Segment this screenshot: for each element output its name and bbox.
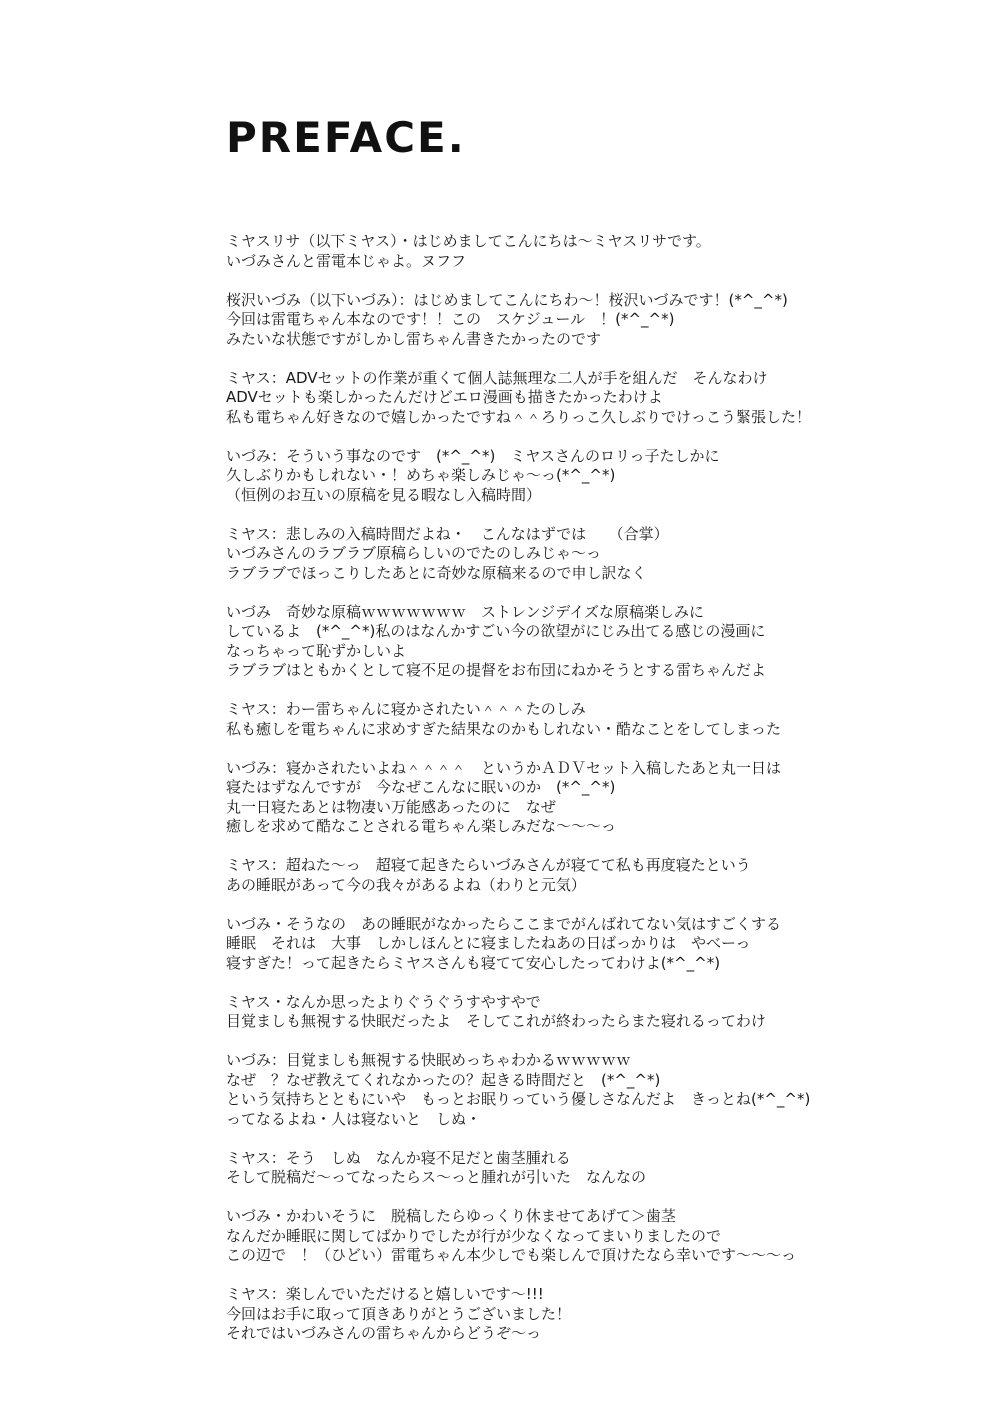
dialogue-line: なっちゃって恥ずかしいよ [226, 641, 407, 660]
dialogue-line: ミヤス：楽しんでいただけると嬉しいです～!!! [226, 1285, 544, 1303]
dialogue-line: 寝すぎた！って起きたらミヤスさんも寝てて安心したってわけよ(*^_^*) [226, 953, 721, 972]
dialogue-line: 桜沢いづみ（以下いづみ）：はじめましてこんにちわ～！桜沢いづみです！(*^_^*) [226, 290, 788, 309]
dialogue-line: 今回は雷電ちゃん本なのです！！この スケジュール ！(*^_^*) [226, 310, 675, 328]
dialogue-line: しているよ (*^_^*)私のはなんかすごい今の欲望がにじみ出てる感じの漫画に [226, 622, 766, 640]
dialogue-paragraph [226, 447, 916, 506]
dialogue-line: 今回はお手に取って頂きありがとうございました！ [226, 1304, 572, 1323]
dialogue-line: 癒しを求めて酷なことされる電ちゃん楽しみだな～～～っ [226, 817, 617, 835]
dialogue-line: いづみ・そうなの あの睡眠がなかったらここまでがんばれてない気はすごくする [226, 914, 782, 933]
dialogue-line: いづみ 奇妙な原稿ｗｗｗｗｗｗｗ ストレンジデイズな原稿楽しみに [226, 602, 705, 621]
dialogue-line: いづみ：目覚ましも無視する快眠めっちゃわかるｗｗｗｗｗ [226, 1051, 631, 1069]
dialogue-line: ミヤス：そう しぬ なんか寝不足だと歯茎腫れる [226, 1148, 571, 1167]
dialogue-line: ミヤス：ADVセットの作業が重くて個人誌無理な二人が手を組んだ そんなわけ [226, 368, 768, 387]
dialogue-line: ってなるよね・人は寝ないと しぬ・ [226, 1109, 482, 1128]
dialogue-line: いづみ・かわいそうに 脱稿したらゆっくり休ませてあげて＞歯茎 [226, 1207, 676, 1225]
dialogue-line: 目覚ましも無視する快眠だったよ そしてこれが終わったらまた寝れるってわけ [226, 1012, 766, 1030]
dialogue-paragraph [226, 1149, 916, 1188]
dialogue-line: ミヤス：悲しみの入稿時間だよね・ こんなはずでは （合掌） [226, 524, 669, 543]
dialogue-line: いづみ：そういう事なのです (*^_^*) ミヤスさんのロリっ子たしかに [226, 446, 720, 465]
dialogue-paragraph [226, 1051, 916, 1129]
dialogue-line: あの睡眠があって今の我々があるよね（わりと元気） [226, 875, 586, 894]
page-title: PREFACE. [226, 113, 466, 162]
dialogue-line: ラブラブでほっこりしたあとに奇妙な原稿来るので申し訳なく [226, 563, 647, 582]
dialogue-paragraph [226, 759, 916, 837]
dialogue-line: ミヤス：わー雷ちゃんに寝かされたい＾＾＾たのしみ [226, 700, 586, 718]
dialogue-paragraph [226, 369, 916, 428]
dialogue-line: 私も電ちゃん好きなので嬉しかったですね＾＾ろりっこ久しぶりでけっこう緊張した！ [226, 407, 812, 426]
preface-body [226, 232, 916, 1363]
dialogue-line: 久しぶりかもしれない・！めちゃ楽しみじゃ～っ(*^_^*) [226, 466, 616, 484]
dialogue-paragraph [226, 993, 916, 1032]
dialogue-paragraph [226, 603, 916, 681]
dialogue-line: この辺で ！（ひどい）雷電ちゃん本少しでも楽しんで頂けたなら幸いです～～～っ [226, 1246, 797, 1264]
dialogue-line: なぜ ？なぜ教えてくれなかったの？起きる時間だと (*^_^*) [226, 1070, 661, 1089]
dialogue-line: ミヤスリサ（以下ミヤス）・はじめましてこんにちは～ミヤスリサです。 [226, 232, 711, 250]
dialogue-line: 睡眠 それは 大事 しかしほんとに寝ましたねあの日ばっかりは やべーっ [226, 934, 751, 952]
dialogue-line: それではいづみさんの雷ちゃんからどうぞ～っ [226, 1324, 542, 1342]
dialogue-line: （恒例のお互いの原稿を見る暇なし入稿時間） [226, 485, 542, 504]
dialogue-paragraph [226, 856, 916, 895]
dialogue-paragraph [226, 700, 916, 739]
dialogue-line: 寝たはずなんですが 今なぜこんなに眠いのか (*^_^*) [226, 778, 616, 796]
dialogue-paragraph [226, 1207, 916, 1266]
dialogue-line: そして脱稿だ～ってなったらス～っと腫れが引いた なんなの [226, 1168, 647, 1186]
dialogue-line: ミヤス・なんか思ったよりぐうぐうすやすやで [226, 992, 541, 1011]
dialogue-paragraph [226, 1285, 916, 1344]
dialogue-paragraph [226, 915, 916, 974]
dialogue-line: という気持ちとともにいや もっとお眠りっていう優しさなんだよ きっとね(*^_^*) [226, 1090, 811, 1108]
dialogue-line: いづみ：寝かされたいよね＾＾＾＾ というかＡＤＶセット入稿したあと丸一日は [226, 758, 782, 777]
dialogue-line: ラブラブはともかくとして寝不足の提督をお布団にねかそうとする雷ちゃんだよ [226, 661, 767, 679]
dialogue-paragraph [226, 232, 916, 271]
dialogue-line: みたいな状態ですがしかし雷ちゃん書きたかったのです [226, 329, 602, 348]
dialogue-paragraph [226, 291, 916, 350]
dialogue-paragraph [226, 525, 916, 584]
dialogue-line: なんだか睡眠に関してばかりでしたが行が少なくなってまいりましたので [226, 1226, 722, 1245]
dialogue-line: ミヤス：超ねた～っ 超寝て起きたらいづみさんが寝てて私も再度寝たという [226, 856, 751, 874]
dialogue-line: いづみさんのラブラブ原稿らしいのでたのしみじゃ～っ [226, 544, 602, 562]
dialogue-line: ADVセットも楽しかったんだけどエロ漫画も描きたかったわけよ [226, 388, 663, 406]
dialogue-line: いづみさんと雷電本じゃよ。ヌフフ [226, 251, 467, 270]
dialogue-line: 丸一日寝たあとは物凄い万能感あったのに なぜ [226, 797, 556, 816]
dialogue-line: 私も癒しを電ちゃんに求めすぎた結果なのかもしれない・酷なことをしてしまった [226, 719, 782, 738]
